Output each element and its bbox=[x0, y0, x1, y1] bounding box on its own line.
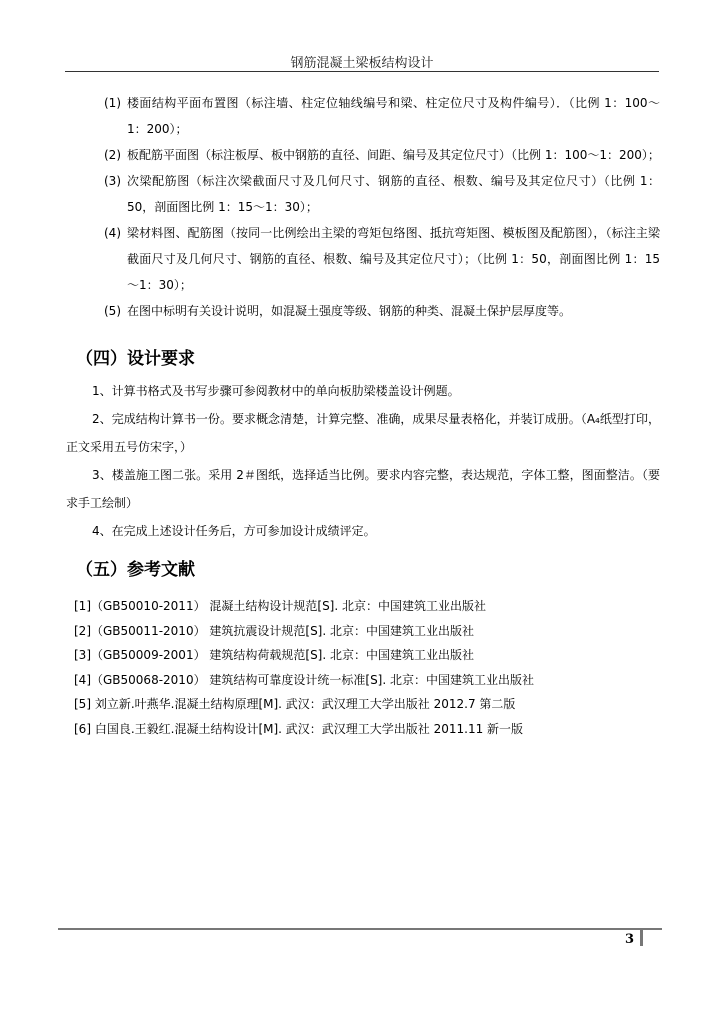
drawing-text: 楼面结构平面布置图（标注墙、柱定位轴线编号和梁、柱定位尺寸及构件编号）．（比例 1：100～1：200）； bbox=[127, 96, 660, 136]
footer-rule bbox=[58, 928, 662, 930]
drawing-item bbox=[0, 220, 724, 298]
requirement-item: 2、完成结构计算书一份。要求概念清楚，计算完整、准确，成果尽量表格化，并装订成册。（A₄纸型打印，正文采用五号仿宋字，） bbox=[66, 412, 660, 454]
reference-item: [2]（GB50011-2010） 建筑抗震设计规范[S]. 北京：中国建筑工业出版社 bbox=[74, 623, 474, 638]
drawing-item bbox=[0, 90, 724, 142]
section-heading-design-requirements: （四）设计要求 bbox=[76, 349, 195, 369]
reference-item: [1]（GB50010-2011） 混凝土结构设计规范[S]. 北京：中国建筑工业出版社 bbox=[74, 599, 486, 613]
requirement-item: 1、计算书格式及书写步骤可参阅教材中的单向板肋梁楼盖设计例题。 bbox=[92, 384, 460, 398]
header-rule bbox=[65, 71, 659, 72]
header-title: 钢筋混凝土梁板结构设计 bbox=[290, 56, 434, 71]
drawing-text: 板配筋平面图（标注板厚、板中钢筋的直径、间距、编号及其定位尺寸）（比例 1：100～1：200）； bbox=[127, 148, 660, 162]
drawing-number: (1) bbox=[104, 96, 121, 110]
requirement-item: 4、在完成上述设计任务后，方可参加设计成绩评定。 bbox=[92, 524, 376, 538]
page-number-bar bbox=[640, 930, 643, 946]
drawing-number: (3) bbox=[104, 174, 121, 188]
page-number: 3 bbox=[625, 932, 635, 947]
drawing-number: (4) bbox=[104, 226, 121, 240]
reference-item: [3]（GB50009-2001） 建筑结构荷载规范[S]. 北京：中国建筑工业出版社 bbox=[74, 648, 474, 663]
reference-list bbox=[74, 594, 674, 742]
drawing-item bbox=[0, 298, 724, 324]
drawing-item bbox=[0, 142, 724, 168]
drawing-text: 次梁配筋图（标注次梁截面尺寸及几何尺寸、钢筋的直径、根数、编号及其定位尺寸）（比例 1：50，剖面图比例 1：15～1：30）； bbox=[127, 174, 660, 214]
requirement-item: 3、楼盖施工图二张。采用 2＃图纸，选择适当比例。要求内容完整，表达规范，字体工整，图面整洁。（要求手工绘制） bbox=[66, 468, 660, 510]
drawing-number: (2) bbox=[104, 148, 121, 162]
reference-item: [5] 刘立新.叶燕华.混凝土结构原理[M]. 武汉：武汉理工大学出版社 2012.7 第二版 bbox=[74, 697, 516, 712]
drawing-text: 在图中标明有关设计说明，如混凝土强度等级、钢筋的种类、混凝土保护层厚度等。 bbox=[127, 304, 572, 318]
drawing-text: 梁材料图、配筋图（按同一比例绘出主梁的弯矩包络图、抵抗弯矩图、模板图及配筋图），（标注主梁截面尺寸及几何尺寸、钢筋的直径、根数、编号及其定位尺寸）；（比例 1：50，剖面图比例 1：15～1：30）； bbox=[127, 226, 660, 292]
reference-item: [4]（GB50068-2010） 建筑结构可靠度设计统一标准[S]. 北京：中国建筑工业出版社 bbox=[74, 672, 534, 687]
reference-item: [6] 白国良.王毅红.混凝土结构设计[M]. 武汉：武汉理工大学出版社 2011.11 新一版 bbox=[74, 721, 524, 736]
drawing-number: (5) bbox=[104, 304, 121, 318]
drawing-item bbox=[0, 168, 724, 220]
section-heading-references: （五）参考文献 bbox=[76, 560, 195, 580]
drawing-list bbox=[0, 90, 724, 324]
